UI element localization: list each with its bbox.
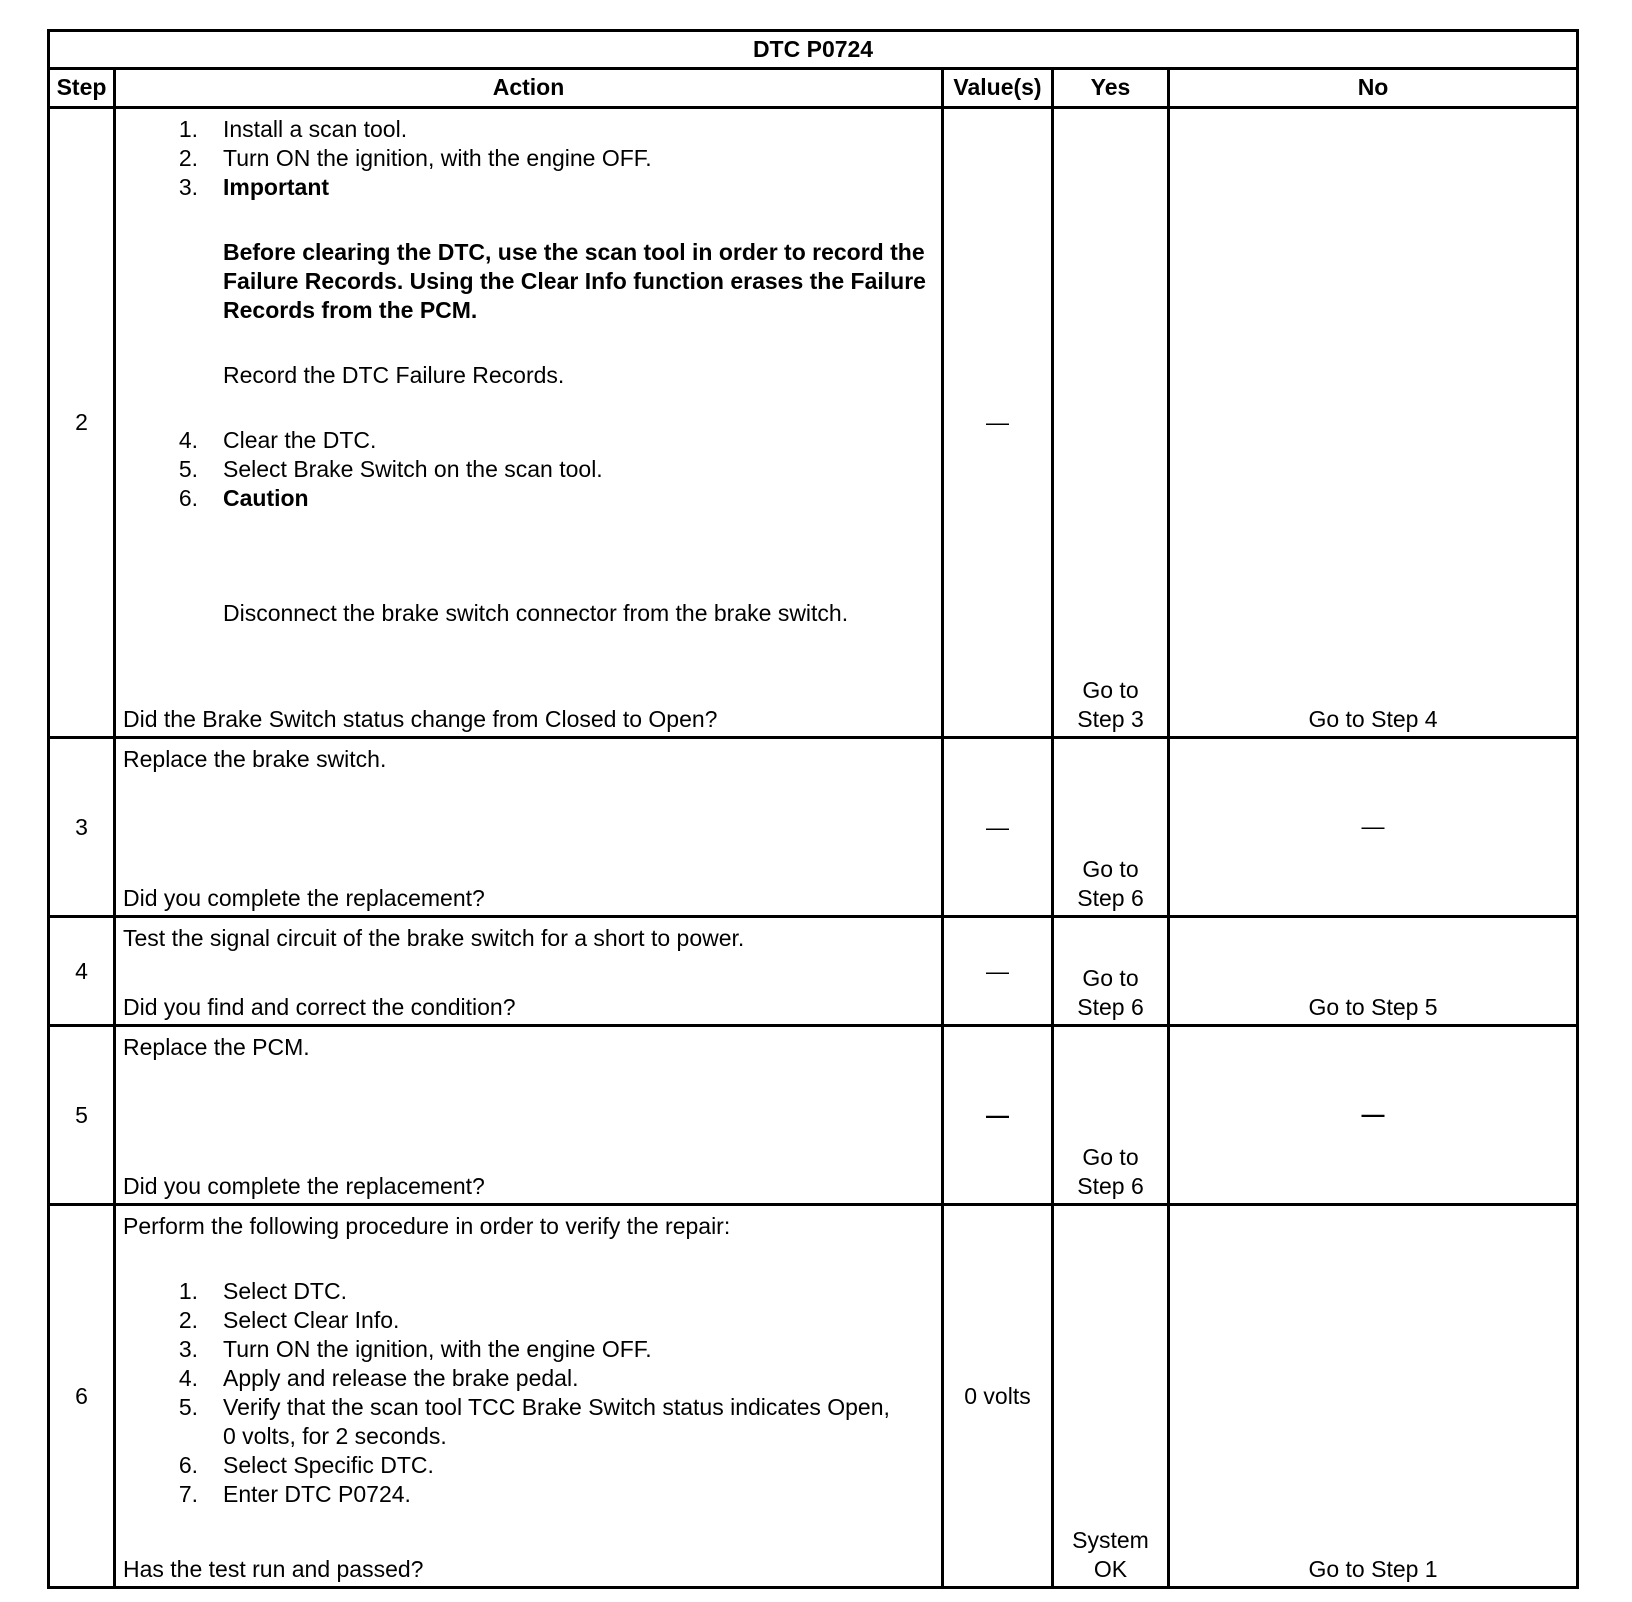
step-number: 5 bbox=[49, 1026, 115, 1205]
action-text: Perform the following procedure in order to verify the repair: bbox=[123, 1213, 731, 1240]
action-cell bbox=[115, 737, 943, 916]
no-cell: Go to Step 5 bbox=[1169, 917, 1578, 1026]
header-action: Action bbox=[115, 69, 943, 107]
list-item: 6. Caution bbox=[178, 484, 309, 511]
header-yes: Yes bbox=[1053, 69, 1169, 107]
step-number: 4 bbox=[49, 917, 115, 1026]
record-text: Record the DTC Failure Records. bbox=[223, 361, 565, 388]
table-row-step-6 bbox=[49, 1205, 1578, 1588]
table-row-step-5 bbox=[49, 1026, 1578, 1205]
value-cell: — bbox=[943, 737, 1053, 916]
table-row-step-4 bbox=[49, 917, 1578, 1026]
caution-text: Disconnect the brake switch connector from the brake switch. bbox=[223, 599, 849, 626]
action-cell bbox=[115, 107, 943, 737]
value-cell: — bbox=[943, 1026, 1053, 1205]
action-text: Test the signal circuit of the brake switch for a short to power. bbox=[123, 925, 745, 952]
table-row-step-2 bbox=[49, 107, 1578, 737]
list-item: 2. Select Clear Info. bbox=[178, 1307, 400, 1334]
list-item: 2. Turn ON the ignition, with the engine OFF. bbox=[178, 144, 652, 171]
action-cell bbox=[115, 917, 943, 1026]
action-question: Has the test run and passed? bbox=[123, 1556, 424, 1582]
yes-cell: System OK bbox=[1053, 1205, 1169, 1588]
yes-cell: Go to Step 6 bbox=[1053, 737, 1169, 916]
step-number: 6 bbox=[49, 1205, 115, 1588]
list-item: 1. Select DTC. bbox=[178, 1278, 347, 1305]
list-item: 6. Select Specific DTC. bbox=[178, 1452, 434, 1479]
value-cell: — bbox=[943, 107, 1053, 737]
list-item: 3. Turn ON the ignition, with the engine OFF. bbox=[178, 1336, 652, 1363]
action-list bbox=[123, 115, 933, 202]
action-question: Did you find and correct the condition? bbox=[123, 994, 516, 1021]
table-title: DTC P0724 bbox=[49, 31, 1578, 69]
dtc-diagnostic-table bbox=[47, 29, 1579, 1589]
dtc-table-page bbox=[47, 29, 1576, 1589]
action-cell bbox=[115, 1026, 943, 1205]
action-question: Did you complete the replacement? bbox=[123, 885, 485, 912]
yes-cell: Go to Step 6 bbox=[1053, 1026, 1169, 1205]
table-header-row bbox=[49, 69, 1578, 107]
action-cell bbox=[115, 1205, 943, 1588]
list-item: 5. Select Brake Switch on the scan tool. bbox=[178, 455, 603, 482]
action-text: Replace the PCM. bbox=[123, 1034, 310, 1061]
step-number: 2 bbox=[49, 107, 115, 737]
list-item: 4. Clear the DTC. bbox=[178, 426, 377, 453]
action-text: Replace the brake switch. bbox=[123, 745, 387, 772]
no-cell: Go to Step 1 bbox=[1169, 1205, 1578, 1588]
action-list bbox=[123, 1277, 933, 1509]
list-item: 7. Enter DTC P0724. bbox=[178, 1481, 411, 1508]
important-note: Before clearing the DTC, use the scan tool in order to record the Failure Records. Using the Clear Info function erases the Failure Records from the PCM. bbox=[223, 238, 926, 323]
value-cell: 0 volts bbox=[943, 1205, 1053, 1588]
header-values: Value(s) bbox=[943, 69, 1053, 107]
no-cell: — bbox=[1169, 1026, 1578, 1205]
yes-cell: Go to Step 6 bbox=[1053, 917, 1169, 1026]
action-question: Did you complete the replacement? bbox=[123, 1173, 485, 1200]
list-item: 3. Important bbox=[178, 173, 330, 200]
no-cell: Go to Step 4 bbox=[1169, 107, 1578, 737]
header-step: Step bbox=[49, 69, 115, 107]
table-row-step-3 bbox=[49, 737, 1578, 916]
no-cell: — bbox=[1169, 737, 1578, 916]
list-item: 1. Install a scan tool. bbox=[178, 115, 408, 142]
list-item: 5. Verify that the scan tool TCC Brake Switch status indicates Open, 0 volts, for 2 seconds. bbox=[178, 1394, 890, 1450]
header-no: No bbox=[1169, 69, 1578, 107]
value-cell: — bbox=[943, 917, 1053, 1026]
step-number: 3 bbox=[49, 737, 115, 916]
table-title-row bbox=[49, 31, 1578, 69]
action-list bbox=[123, 426, 933, 513]
action-question: Did the Brake Switch status change from Closed to Open? bbox=[123, 705, 718, 732]
yes-cell: Go to Step 3 bbox=[1053, 107, 1169, 737]
list-item: 4. Apply and release the brake pedal. bbox=[178, 1365, 579, 1392]
